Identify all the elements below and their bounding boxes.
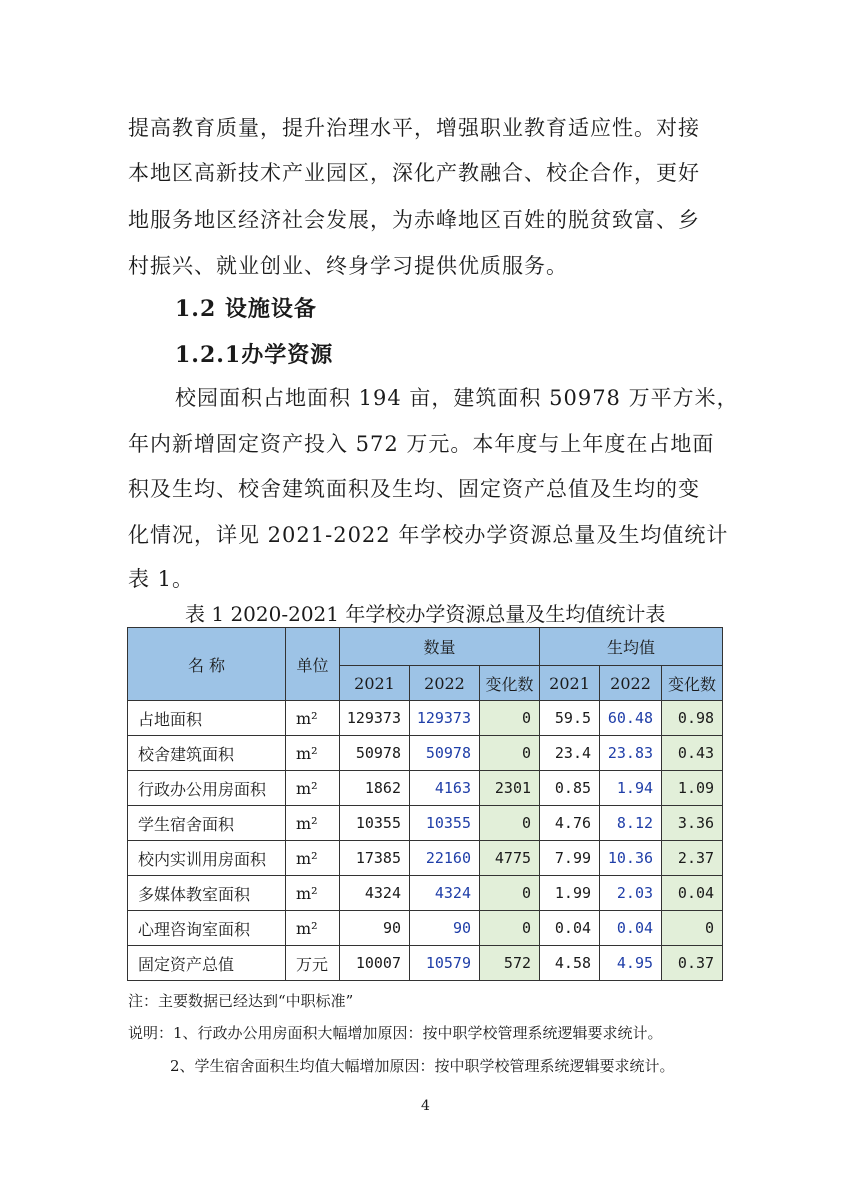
- table-caption: 表 1 2020-2021 年学校办学资源总量及生均值统计表: [185, 602, 666, 626]
- cell-p2022: 23.83: [600, 736, 662, 771]
- cell-p2021: 23.4: [540, 736, 600, 771]
- table-row: [128, 841, 723, 876]
- cell-p2022: 4.95: [600, 946, 662, 981]
- cell-qchange: 572: [480, 946, 540, 981]
- cell-pchange: 2.37: [662, 841, 723, 876]
- cell-p2022: 1.94: [600, 771, 662, 806]
- cell-p2022: 2.03: [600, 876, 662, 911]
- header-per-student-2021: 2021: [540, 666, 600, 701]
- section-heading: 1.2 设施设备: [175, 296, 317, 322]
- cell-p2021: 7.99: [540, 841, 600, 876]
- header-quantity-2022: 2022: [410, 666, 480, 701]
- page-number: 4: [421, 1098, 430, 1114]
- paragraph-line: 表 1。: [128, 567, 195, 591]
- cell-unit: m²: [286, 841, 340, 876]
- table-row: [128, 736, 723, 771]
- header-per-student: 生均值: [540, 628, 723, 666]
- cell-pchange: 1.09: [662, 771, 723, 806]
- table-row: [128, 701, 723, 736]
- cell-unit: m²: [286, 806, 340, 841]
- cell-q2022: 10355: [410, 806, 480, 841]
- cell-q2021: 4324: [340, 876, 410, 911]
- table-row: [128, 806, 723, 841]
- table-row: [128, 876, 723, 911]
- cell-p2022: 60.48: [600, 701, 662, 736]
- cell-name: 固定资产总值: [128, 946, 286, 981]
- cell-q2022: 50978: [410, 736, 480, 771]
- paragraph-line: 村振兴、就业创业、终身学习提供优质服务。: [128, 254, 568, 278]
- cell-qchange: 0: [480, 876, 540, 911]
- cell-qchange: 0: [480, 911, 540, 946]
- subsection-heading: 1.2.1办学资源: [175, 342, 334, 368]
- header-per-student-2022: 2022: [600, 666, 662, 701]
- cell-q2021: 17385: [340, 841, 410, 876]
- cell-q2022: 129373: [410, 701, 480, 736]
- cell-p2021: 59.5: [540, 701, 600, 736]
- explanation-1: 说明：1、行政办公用房面积大幅增加原因：按中职学校管理系统逻辑要求统计。: [128, 1024, 663, 1042]
- cell-unit: m²: [286, 876, 340, 911]
- cell-unit: m²: [286, 771, 340, 806]
- cell-p2022: 10.36: [600, 841, 662, 876]
- cell-name: 心理咨询室面积: [128, 911, 286, 946]
- cell-p2021: 4.76: [540, 806, 600, 841]
- paragraph-line: 地服务地区经济社会发展，为赤峰地区百姓的脱贫致富、乡: [128, 208, 700, 232]
- cell-pchange: 3.36: [662, 806, 723, 841]
- header-name: 名 称: [128, 628, 286, 701]
- cell-q2022: 22160: [410, 841, 480, 876]
- header-per-student-change: 变化数: [662, 666, 723, 701]
- cell-qchange: 2301: [480, 771, 540, 806]
- paragraph-line: 积及生均、校舍建筑面积及生均、固定资产总值及生均的变: [128, 477, 700, 501]
- table-row: [128, 946, 723, 981]
- cell-unit: 万元: [286, 946, 340, 981]
- paragraph-line: 年内新增固定资产投入 572 万元。本年度与上年度在占地面: [128, 432, 715, 456]
- cell-pchange: 0.98: [662, 701, 723, 736]
- table-note: 注：主要数据已经达到“中职标准”: [128, 992, 354, 1010]
- cell-q2021: 50978: [340, 736, 410, 771]
- cell-qchange: 0: [480, 806, 540, 841]
- cell-unit: m²: [286, 701, 340, 736]
- cell-qchange: 0: [480, 701, 540, 736]
- cell-q2022: 4324: [410, 876, 480, 911]
- resource-statistics-table: [127, 627, 723, 981]
- cell-p2022: 0.04: [600, 911, 662, 946]
- cell-q2022: 90: [410, 911, 480, 946]
- cell-pchange: 0.43: [662, 736, 723, 771]
- cell-qchange: 0: [480, 736, 540, 771]
- cell-pchange: 0.04: [662, 876, 723, 911]
- cell-name: 校内实训用房面积: [128, 841, 286, 876]
- cell-name: 学生宿舍面积: [128, 806, 286, 841]
- cell-qchange: 4775: [480, 841, 540, 876]
- cell-q2021: 10007: [340, 946, 410, 981]
- explanation-2: 2、学生宿舍面积生均值大幅增加原因：按中职学校管理系统逻辑要求统计。: [170, 1057, 675, 1075]
- cell-p2021: 0.85: [540, 771, 600, 806]
- header-quantity: 数量: [340, 628, 540, 666]
- paragraph-line: 化情况，详见 2021-2022 年学校办学资源总量及生均值统计: [128, 523, 729, 547]
- cell-name: 校舍建筑面积: [128, 736, 286, 771]
- cell-q2022: 10579: [410, 946, 480, 981]
- cell-q2021: 10355: [340, 806, 410, 841]
- header-quantity-2021: 2021: [340, 666, 410, 701]
- paragraph-line: 校园面积占地面积 194 亩，建筑面积 50978 万平方米，: [175, 386, 739, 410]
- cell-q2021: 1862: [340, 771, 410, 806]
- cell-unit: m²: [286, 911, 340, 946]
- cell-p2021: 1.99: [540, 876, 600, 911]
- cell-p2021: 4.58: [540, 946, 600, 981]
- header-unit: 单位: [286, 628, 340, 701]
- cell-unit: m²: [286, 736, 340, 771]
- paragraph-line: 提高教育质量，提升治理水平，增强职业教育适应性。对接: [128, 116, 700, 140]
- cell-q2021: 129373: [340, 701, 410, 736]
- table-row: [128, 911, 723, 946]
- cell-pchange: 0: [662, 911, 723, 946]
- cell-name: 多媒体教室面积: [128, 876, 286, 911]
- cell-name: 行政办公用房面积: [128, 771, 286, 806]
- cell-q2022: 4163: [410, 771, 480, 806]
- header-quantity-change: 变化数: [480, 666, 540, 701]
- cell-name: 占地面积: [128, 701, 286, 736]
- cell-q2021: 90: [340, 911, 410, 946]
- table-row: [128, 771, 723, 806]
- cell-p2022: 8.12: [600, 806, 662, 841]
- cell-p2021: 0.04: [540, 911, 600, 946]
- cell-pchange: 0.37: [662, 946, 723, 981]
- paragraph-line: 本地区高新技术产业园区，深化产教融合、校企合作，更好: [128, 161, 700, 185]
